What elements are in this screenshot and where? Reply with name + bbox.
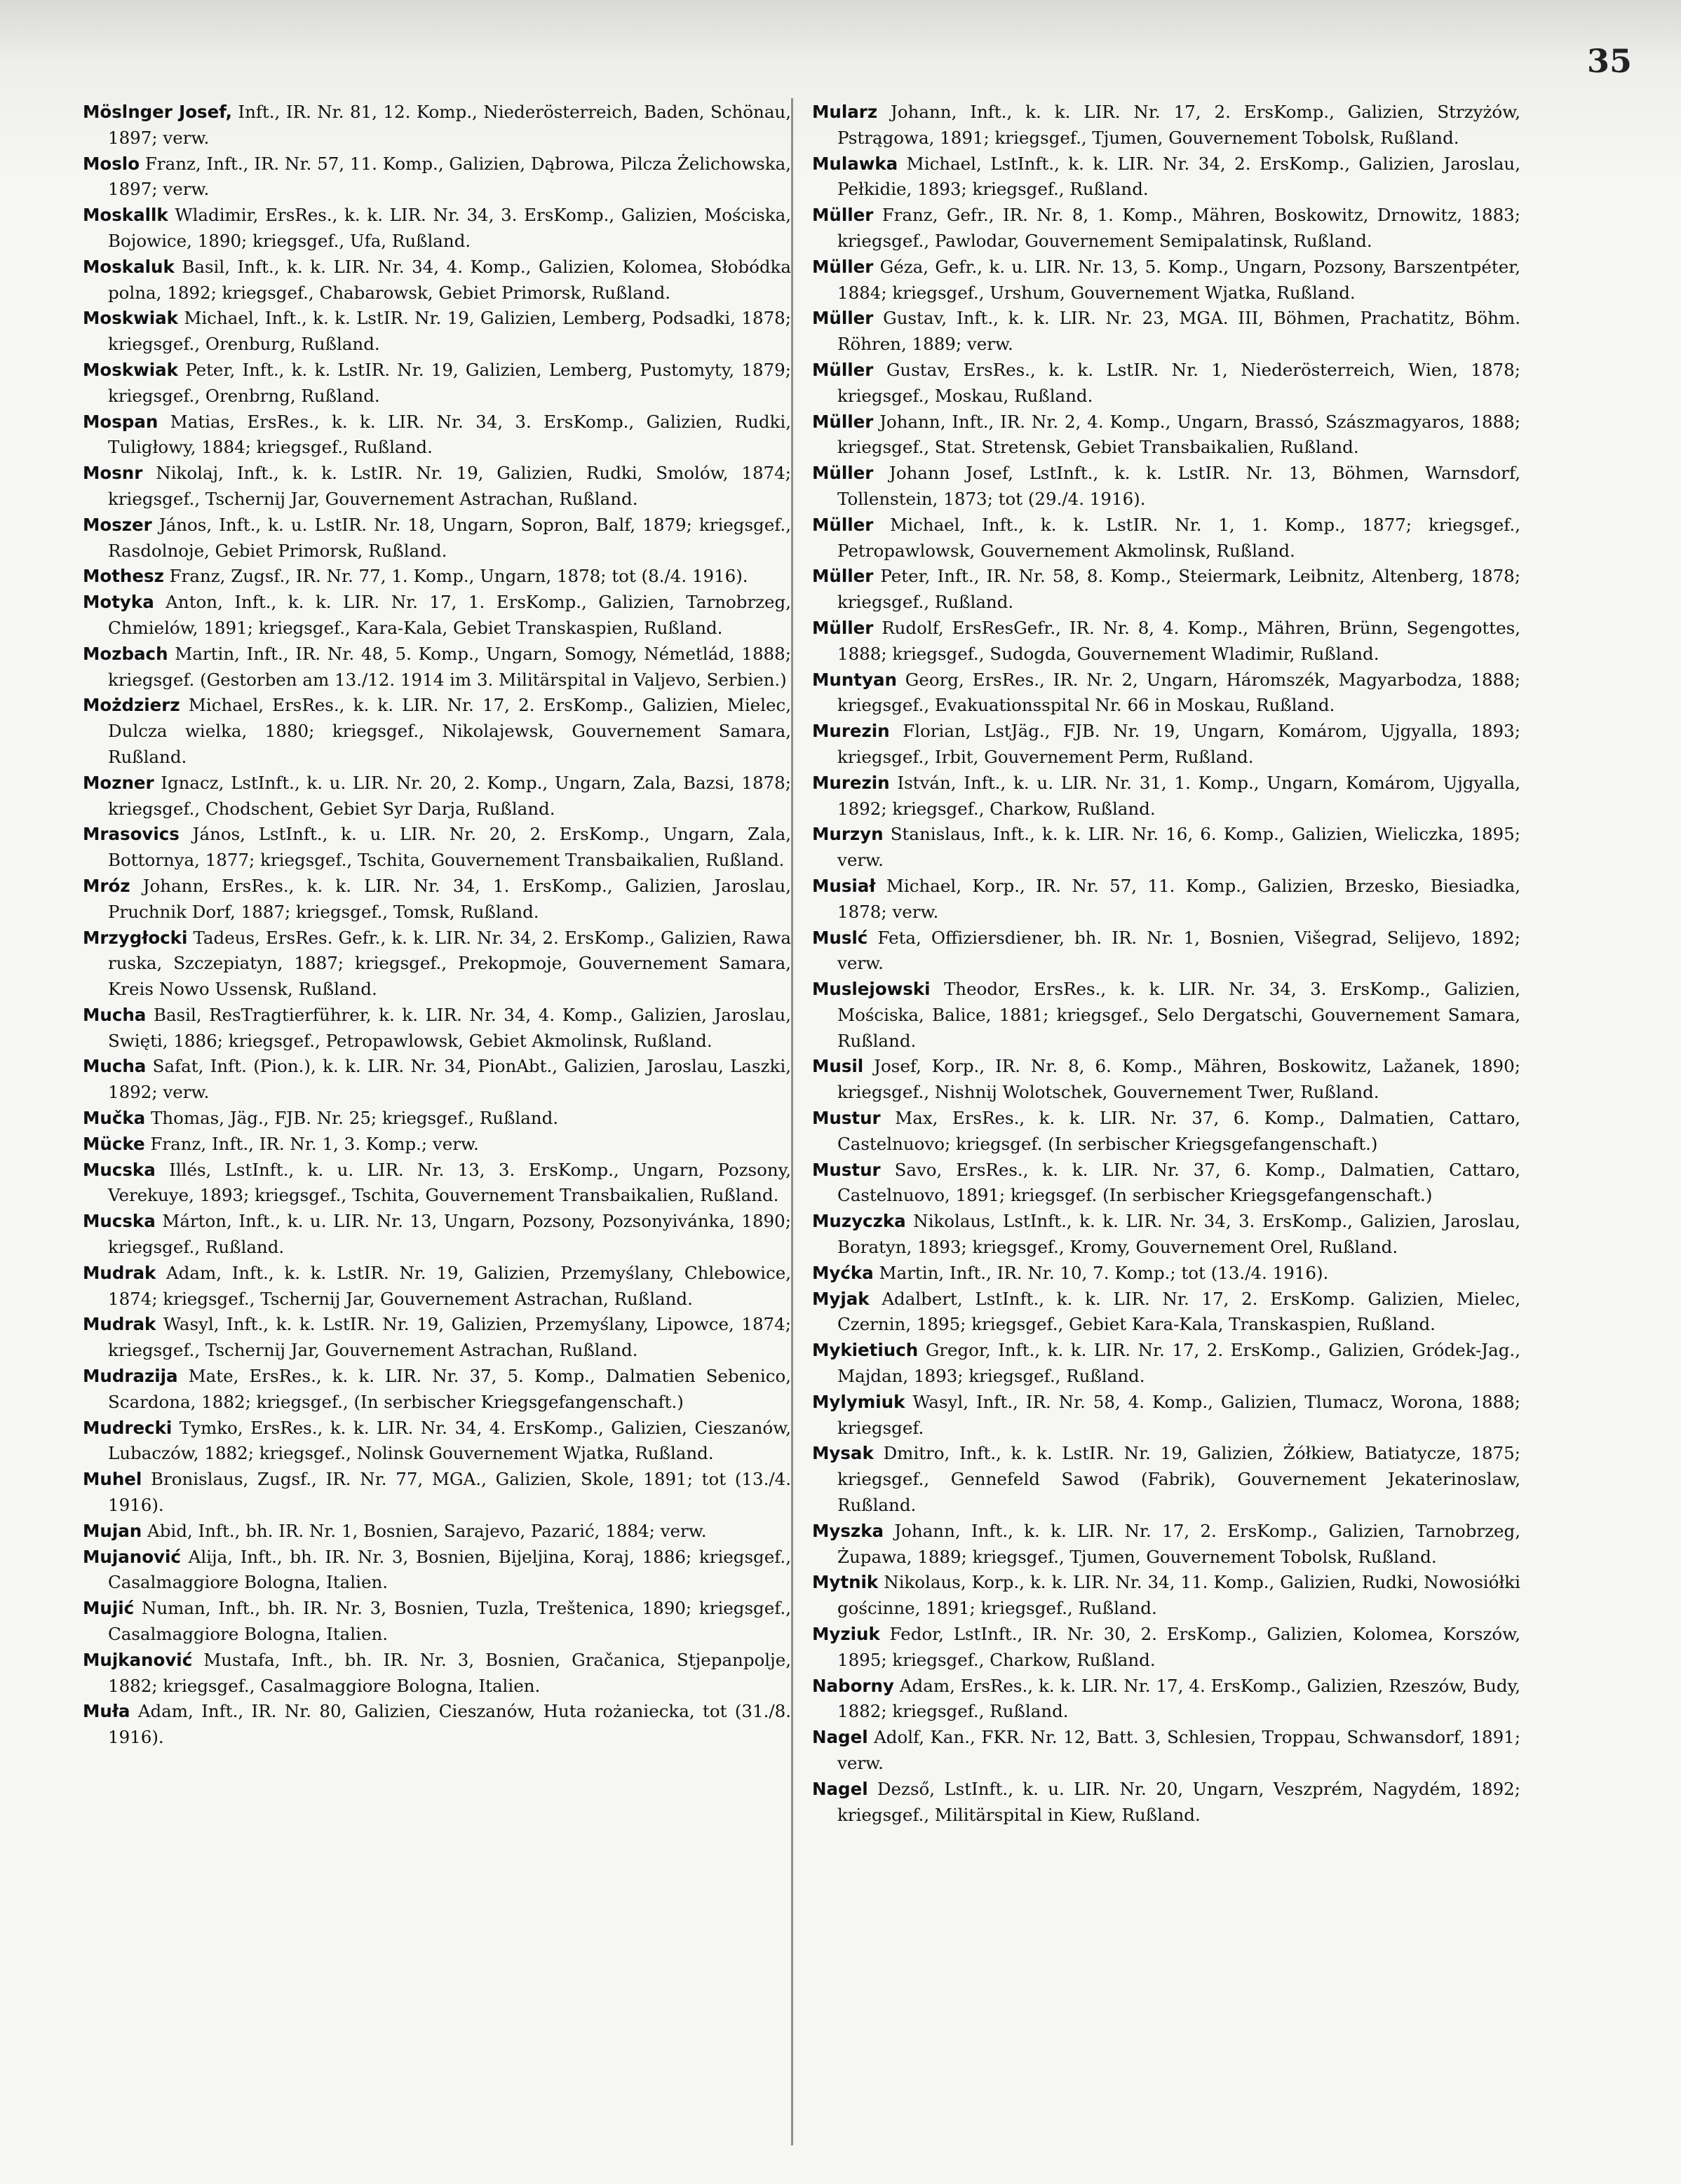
list-entry xyxy=(812,1725,1520,1777)
list-entry xyxy=(83,564,791,590)
entry-details: Feta, Offiziersdiener, bh. IR. Nr. 1, Bosnien, Višegrad, Selijevo, 1892; verw. xyxy=(837,927,1520,974)
entry-details: János, LstInft., k. u. LIR. Nr. 20, 2. ErsKomp., Ungarn, Zala, Bottornya, 1877; kriegsgef., Tschita, Gouvernement Transbaikalien, Rußland. xyxy=(108,824,791,871)
entry-details: Gustav, Inft., k. k. LIR. Nr. 23, MGA. III, Böhmen, Prachatitz, Böhm. Röhren, 1889; verw. xyxy=(837,308,1520,355)
entry-details: Franz, Inft., IR. Nr. 57, 11. Komp., Galizien, Dąbrowa, Pilcza Żelichowska, 1897; verw. xyxy=(108,153,791,200)
entry-surname: Moslo xyxy=(83,153,140,174)
entry-surname: Mucha xyxy=(83,1056,147,1077)
list-entry xyxy=(83,306,791,358)
entry-surname: Mospan xyxy=(83,411,158,432)
entry-details: Theodor, ErsRes., k. k. LIR. Nr. 34, 3. ErsKomp., Galizien, Mościska, Balice, 1881; kriegsgef., Selo Dergatschi, Gouvernement Samara, Rußland. xyxy=(837,979,1520,1051)
entry-details: Matias, ErsRes., k. k. LIR. Nr. 34, 3. ErsKomp., Galizien, Rudki, Tuligłowy, 1884; kriegsgef., Rußland. xyxy=(108,411,791,458)
entry-details: Safat, Inft. (Pion.), k. k. LIR. Nr. 34, PionAbt., Galizien, Jaroslau, Laszki, 1892; verw. xyxy=(108,1056,791,1103)
entry-surname: Moszer xyxy=(83,514,152,535)
right-column xyxy=(812,100,1520,1828)
entry-surname: Mücke xyxy=(83,1133,145,1154)
entry-details: Adolf, Kan., FKR. Nr. 12, Batt. 3, Schlesien, Troppau, Schwansdorf, 1891; verw. xyxy=(837,1727,1520,1773)
entry-details: Michael, Inft., k. k. LstIR. Nr. 19, Galizien, Lemberg, Podsadki, 1878; kriegsgef., Orenburg, Rußland. xyxy=(108,308,791,355)
entry-surname: Muzyczka xyxy=(812,1211,906,1232)
list-entry xyxy=(83,925,791,1003)
list-entry xyxy=(812,1158,1520,1209)
entry-details: Mate, ErsRes., k. k. LIR. Nr. 37, 5. Komp., Dalmatien Sebenico, Scardona, 1882; kriegsgef., (In serbischer Kriegsgefangenschaft.) xyxy=(108,1366,791,1412)
column-divider xyxy=(791,98,793,2145)
entry-surname: Mucska xyxy=(83,1211,156,1232)
entry-details: Nikolaj, Inft., k. k. LstIR. Nr. 19, Galizien, Rudki, Smolów, 1874; kriegsgef., Tschernij Jar, Gouvernement Astrachan, Rußland. xyxy=(108,463,791,509)
list-entry xyxy=(83,1261,791,1313)
entry-details: Adam, ErsRes., k. k. LIR. Nr. 17, 4. ErsKomp., Galizien, Rzeszów, Budy, 1882; kriegsgef., Rußland. xyxy=(837,1675,1520,1722)
entry-details: Márton, Inft., k. u. LIR. Nr. 13, Ungarn, Pozsony, Pozsonyivánka, 1890; kriegsgef., Rußland. xyxy=(108,1211,791,1258)
list-entry xyxy=(83,874,791,925)
entry-surname: Myszka xyxy=(812,1520,884,1541)
entry-details: Mustafa, Inft., bh. IR. Nr. 3, Bosnien, Gračanica, Stjepanpolje, 1882; kriegsgef., Casalmaggiore Bologna, Italien. xyxy=(108,1649,791,1696)
entry-surname: Müller xyxy=(812,205,874,226)
list-entry xyxy=(812,306,1520,358)
entry-details: Martin, Inft., IR. Nr. 48, 5. Komp., Ungarn, Somogy, Németlád, 1888; kriegsgef. (Gestorben am 13./12. 1914 im 3. Militärspital in Valjevo, Serbien.) xyxy=(108,643,791,690)
entry-surname: Nagel xyxy=(812,1727,868,1748)
entry-surname: Muslejowski xyxy=(812,979,931,1000)
list-entry xyxy=(83,203,791,255)
entry-details: Ignacz, LstInft., k. u. LIR. Nr. 20, 2. Komp., Ungarn, Zala, Bazsi, 1878; kriegsgef., Chodschent, Gebiet Syr Darja, Rußland. xyxy=(108,772,791,819)
entry-details: Johann, Inft., k. k. LIR. Nr. 17, 2. ErsKomp., Galizien, Strzyżów, Pstrągowa, 1891; kriegsgef., Tjumen, Gouvernement Tobolsk, Rußland. xyxy=(837,102,1520,148)
list-entry xyxy=(83,1054,791,1106)
list-entry xyxy=(83,409,791,461)
list-entry xyxy=(812,151,1520,203)
list-entry xyxy=(83,1545,791,1596)
list-entry xyxy=(812,461,1520,513)
list-entry xyxy=(812,1622,1520,1674)
entry-surname: Mozner xyxy=(83,772,154,793)
entry-details: Adalbert, LstInft., k. k. LIR. Nr. 17, 2. ErsKomp. Galizien, Mielec, Czernin, 1895; kriegsgef., Gebiet Kara-Kala, Transkaspien, Rußland. xyxy=(837,1288,1520,1335)
entry-details: Johann, ErsRes., k. k. LIR. Nr. 34, 1. ErsKomp., Galizien, Jaroslau, Pruchnik Dorf, 1887; kriegsgef., Tomsk, Rußland. xyxy=(108,875,791,922)
entry-surname: Muła xyxy=(83,1701,130,1722)
entry-surname: Murezin xyxy=(812,772,890,793)
entry-details: Gustav, ErsRes., k. k. LstIR. Nr. 1, Niederösterreich, Wien, 1878; kriegsgef., Moskau, Rußland. xyxy=(837,359,1520,406)
entry-surname: Naborny xyxy=(812,1675,894,1696)
entry-surname: Mulawka xyxy=(812,153,898,174)
entry-surname: Myćka xyxy=(812,1262,874,1283)
list-entry xyxy=(83,590,791,642)
entry-details: Johann, Inft., k. k. LIR. Nr. 17, 2. ErsKomp., Galizien, Tarnobrzeg, Żupawa, 1889; kriegsgef., Tjumen, Gouvernement Tobolsk, Rußland. xyxy=(837,1520,1520,1567)
entry-surname: Nagel xyxy=(812,1778,868,1799)
entry-details: János, Inft., k. u. LstIR. Nr. 18, Ungarn, Sopron, Balf, 1879; kriegsgef., Rasdolnoje, Gebiet Primorsk, Rußland. xyxy=(108,514,791,561)
entry-details: Tadeus, ErsRes. Gefr., k. k. LIR. Nr. 34, 2. ErsKomp., Galizien, Rawa ruska, Szczepiatyn, 1887; kriegsgef., Prekopmoje, Gouvernement Samara, Kreis Nowo Ussensk, Rußland. xyxy=(108,927,791,1000)
entry-surname: Motyka xyxy=(83,592,154,613)
entry-surname: Mytnik xyxy=(812,1572,879,1593)
entry-surname: Mróz xyxy=(83,875,130,896)
entry-details: Abid, Inft., bh. IR. Nr. 1, Bosnien, Sarajevo, Pazarić, 1884; verw. xyxy=(147,1520,707,1541)
entry-details: Franz, Gefr., IR. Nr. 8, 1. Komp., Mähren, Boskowitz, Drnowitz, 1883; kriegsgef., Pawlodar, Gouvernement Semipalatinsk, Rußland. xyxy=(837,205,1520,251)
entry-details: Stanislaus, Inft., k. k. LIR. Nr. 16, 6. Komp., Galizien, Wieliczka, 1895; verw. xyxy=(837,824,1520,871)
entry-surname: Mucha xyxy=(83,1004,147,1025)
entry-details: Wladimir, ErsRes., k. k. LIR. Nr. 34, 3. ErsKomp., Galizien, Mościska, Bojowice, 1890; kriegsgef., Ufa, Rußland. xyxy=(108,205,791,251)
entry-details: Johann Josef, LstInft., k. k. LstIR. Nr. 13, Böhmen, Warnsdorf, Tollenstein, 1873; tot (29./4. 1916). xyxy=(837,463,1520,509)
list-entry xyxy=(83,358,791,409)
entry-details: Franz, Zugsf., IR. Nr. 77, 1. Komp., Ungarn, 1878; tot (8./4. 1916). xyxy=(169,566,748,587)
entry-details: Max, ErsRes., k. k. LIR. Nr. 37, 6. Komp., Dalmatien, Cattaro, Castelnuovo; kriegsgef. (In serbischer Kriegsgefangenschaft.) xyxy=(837,1108,1520,1154)
entry-surname: Müller xyxy=(812,514,874,535)
list-entry xyxy=(83,461,791,513)
list-entry xyxy=(812,874,1520,925)
entry-details: Josef, Korp., IR. Nr. 8, 6. Komp., Mähren, Boskowitz, Lažanek, 1890; kriegsgef., Nishnij Wolotschek, Gouvernement Twer, Rußland. xyxy=(837,1056,1520,1103)
list-entry xyxy=(83,1209,791,1261)
list-entry xyxy=(812,1054,1520,1106)
entry-surname: Mucska xyxy=(83,1159,156,1180)
entry-details: Nikolaus, LstInft., k. k. LIR. Nr. 34, 3. ErsKomp., Galizien, Jaroslau, Boratyn, 1893; kriegsgef., Kromy, Gouvernement Orel, Rußland. xyxy=(837,1211,1521,1258)
entry-details: Basil, ResTragtierführer, k. k. LIR. Nr. 34, 4. Komp., Galizien, Jaroslau, Swięti, 1886; kriegsgef., Petropawlowsk, Gebiet Akmolinsk, Rußland. xyxy=(108,1004,791,1051)
entry-details: Dmitro, Inft., k. k. LstIR. Nr. 19, Galizien, Żółkiew, Batiatycze, 1875; kriegsgef., Gennefeld Sawod (Fabrik), Gouvernement Jekaterinoslaw, Rußland. xyxy=(837,1443,1520,1516)
list-entry xyxy=(812,409,1520,461)
entry-surname: Mykietiuch xyxy=(812,1340,919,1361)
list-entry xyxy=(83,1648,791,1700)
entry-details: Nikolaus, Korp., k. k. LIR. Nr. 34, 11. Komp., Galizien, Rudki, Nowosiółki gościnne, 1891; kriegsgef., Rußland. xyxy=(837,1572,1520,1619)
list-entry xyxy=(83,255,791,306)
entry-surname: Myjak xyxy=(812,1288,870,1309)
list-entry xyxy=(83,1312,791,1364)
list-entry xyxy=(812,1570,1520,1622)
entry-surname: Mothesz xyxy=(83,566,164,587)
list-entry xyxy=(812,977,1520,1054)
entry-surname: Murzyn xyxy=(812,824,884,845)
entry-surname: Mularz xyxy=(812,102,878,122)
entry-details: Basil, Inft., k. k. LIR. Nr. 34, 4. Komp., Galizien, Kolomea, Słobódka polna, 1892; kriegsgef., Chabarowsk, Gebiet Primorsk, Rußland. xyxy=(108,256,791,303)
entry-surname: Musiał xyxy=(812,875,876,896)
list-entry xyxy=(83,822,791,874)
list-entry xyxy=(83,1106,791,1132)
entry-details: Michael, Korp., IR. Nr. 57, 11. Komp., Galizien, Brzesko, Biesiadka, 1878; verw. xyxy=(837,875,1520,922)
list-entry xyxy=(812,255,1520,306)
entry-surname: Mustur xyxy=(812,1108,881,1129)
entry-details: Adam, Inft., k. k. LstIR. Nr. 19, Galizien, Przemyślany, Chlebowice, 1874; kriegsgef., Tschernij Jar, Gouvernement Astrachan, Rußland. xyxy=(108,1262,791,1309)
list-entry xyxy=(83,771,791,822)
entry-details: Dezső, LstInft., k. u. LIR. Nr. 20, Ungarn, Veszprém, Nagydém, 1892; kriegsgef., Militärspital in Kiew, Rußland. xyxy=(837,1778,1520,1825)
entry-details: Illés, LstInft., k. u. LIR. Nr. 13, 3. ErsKomp., Ungarn, Pozsony, Verekuye, 1893; kriegsgef., Tschita, Gouvernement Transbaikalien, Rußland. xyxy=(108,1159,791,1206)
list-entry xyxy=(812,616,1520,667)
entry-details: Bronislaus, Zugsf., IR. Nr. 77, MGA., Galizien, Skole, 1891; tot (13./4. 1916). xyxy=(108,1469,791,1516)
entry-surname: Musil xyxy=(812,1056,864,1077)
list-entry xyxy=(812,1777,1520,1829)
entry-surname: Mysak xyxy=(812,1443,874,1464)
list-entry xyxy=(812,1209,1520,1261)
list-entry xyxy=(812,564,1520,616)
entry-details: Peter, Inft., k. k. LstIR. Nr. 19, Galizien, Lemberg, Pustomyty, 1879; kriegsgef., Orenbrng, Rußland. xyxy=(108,359,791,406)
entry-details: Alija, Inft., bh. IR. Nr. 3, Bosnien, Bijeljina, Koraj, 1886; kriegsgef., Casalmaggiore Bologna, Italien. xyxy=(108,1546,791,1593)
entry-surname: Müller xyxy=(812,463,874,484)
list-entry xyxy=(83,642,791,693)
entry-details: Peter, Inft., IR. Nr. 58, 8. Komp., Steiermark, Leibnitz, Altenberg, 1878; kriegsgef., Rußland. xyxy=(837,566,1521,613)
entry-details: Inft., IR. Nr. 81, 12. Komp., Niederösterreich, Baden, Schönau, 1897; verw. xyxy=(108,102,791,148)
entry-details: Gregor, Inft., k. k. LIR. Nr. 17, 2. ErsKomp., Galizien, Gródek-Jag., Majdan, 1893; kriegsgef., Rußland. xyxy=(837,1340,1520,1387)
list-entry xyxy=(83,1519,791,1545)
entry-details: Franz, Inft., IR. Nr. 1, 3. Komp.; verw. xyxy=(150,1133,479,1154)
entry-surname: Mudrak xyxy=(83,1262,156,1283)
entry-surname: Müller xyxy=(812,359,874,380)
list-entry xyxy=(83,1416,791,1467)
entry-details: Martin, Inft., IR. Nr. 10, 7. Komp.; tot (13./4. 1916). xyxy=(879,1262,1329,1283)
list-entry xyxy=(812,1106,1520,1158)
entry-details: Rudolf, ErsResGefr., IR. Nr. 8, 4. Komp., Mähren, Brünn, Segengottes, 1888; kriegsgef., Sudogda, Gouvernement Wladimir, Rußland. xyxy=(837,617,1520,664)
list-entry xyxy=(812,1338,1520,1390)
page-number: 35 xyxy=(1586,42,1632,80)
entry-details: Thomas, Jäg., FJB. Nr. 25; kriegsgef., Rußland. xyxy=(150,1108,559,1129)
entry-surname: Müller xyxy=(812,411,874,432)
entry-surname: Moskaluk xyxy=(83,256,175,277)
entry-surname: Muslć xyxy=(812,927,868,948)
entry-surname: Mylymiuk xyxy=(812,1391,905,1412)
list-entry xyxy=(812,719,1520,771)
entry-surname: Müller xyxy=(812,256,874,277)
list-entry xyxy=(812,925,1520,977)
list-entry xyxy=(812,1287,1520,1338)
entry-surname: Mujanović xyxy=(83,1546,181,1567)
list-entry xyxy=(83,1364,791,1416)
entry-surname: Możdzierz xyxy=(83,695,180,716)
entry-details: Michael, Inft., k. k. LstIR. Nr. 1, 1. Komp., 1877; kriegsgef., Petropawlowsk, Gouvernement Akmolinsk, Rußland. xyxy=(837,514,1520,561)
list-entry xyxy=(812,100,1520,151)
entry-details: István, Inft., k. u. LIR. Nr. 31, 1. Komp., Ungarn, Komárom, Ujgyalla, 1892; kriegsgef., Charkow, Rußland. xyxy=(837,772,1520,819)
list-entry xyxy=(812,822,1520,874)
list-entry xyxy=(812,1261,1520,1287)
entry-surname: Muhel xyxy=(83,1469,142,1490)
entry-details: Numan, Inft., bh. IR. Nr. 3, Bosnien, Tuzla, Treštenica, 1890; kriegsgef., Casalmaggiore Bologna, Italien. xyxy=(108,1598,791,1645)
entry-surname: Muntyan xyxy=(812,669,897,690)
entry-details: Anton, Inft., k. k. LIR. Nr. 17, 1. ErsKomp., Galizien, Tarnobrzeg, Chmielów, 1891; kriegsgef., Kara-Kala, Gebiet Transkaspien, Rußland. xyxy=(108,592,791,638)
list-entry xyxy=(83,151,791,203)
list-entry xyxy=(83,693,791,770)
entry-surname: Müller xyxy=(812,566,874,587)
entry-surname: Mosnr xyxy=(83,463,143,484)
list-entry xyxy=(83,1132,791,1158)
entry-details: Savo, ErsRes., k. k. LIR. Nr. 37, 6. Komp., Dalmatien, Cattaro, Castelnuovo, 1891; kriegsgef. (In serbischer Kriegsgefangenschaft.) xyxy=(837,1159,1521,1206)
entry-surname: Mujkanović xyxy=(83,1649,193,1670)
list-entry xyxy=(812,203,1520,255)
entry-surname: Mujan xyxy=(83,1520,142,1541)
list-entry xyxy=(83,1003,791,1054)
entry-surname: Mrasovics xyxy=(83,824,180,845)
list-entry xyxy=(812,1441,1520,1518)
list-entry xyxy=(83,1699,791,1751)
list-entry xyxy=(83,100,791,151)
list-entry xyxy=(812,513,1520,564)
entry-surname: Mrzygłocki xyxy=(83,927,188,948)
entry-surname: Möslnger Josef, xyxy=(83,102,232,122)
entry-surname: Mudrazija xyxy=(83,1366,178,1387)
entry-surname: Myziuk xyxy=(812,1624,880,1645)
entry-surname: Moskallk xyxy=(83,205,168,226)
list-entry xyxy=(812,771,1520,822)
list-entry xyxy=(83,513,791,564)
entry-surname: Mučka xyxy=(83,1108,146,1129)
entry-details: Michael, ErsRes., k. k. LIR. Nr. 17, 2. ErsKomp., Galizien, Mielec, Dulcza wielka, 1880; kriegsgef., Nikolajewsk, Gouvernement Samara, Rußland. xyxy=(108,695,791,767)
list-entry xyxy=(812,1519,1520,1571)
entry-surname: Mujić xyxy=(83,1598,135,1619)
list-entry xyxy=(83,1596,791,1648)
entry-details: Michael, LstInft., k. k. LIR. Nr. 34, 2. ErsKomp., Galizien, Jaroslau, Pełkidie, 1893; kriegsgef., Rußland. xyxy=(837,153,1520,200)
list-entry xyxy=(812,1390,1520,1442)
entry-surname: Mudrecki xyxy=(83,1417,173,1438)
entry-surname: Müller xyxy=(812,617,874,638)
entry-details: Florian, LstJäg., FJB. Nr. 19, Ungarn, Komárom, Ujgyalla, 1893; kriegsgef., Irbit, Gouvernement Perm, Rußland. xyxy=(837,721,1520,767)
entry-surname: Moskwiak xyxy=(83,359,178,380)
list-entry xyxy=(812,358,1520,409)
entry-details: Tymko, ErsRes., k. k. LIR. Nr. 34, 4. ErsKomp., Galizien, Cieszanów, Lubaczów, 1882; kriegsgef., Nolinsk Gouvernement Wjatka, Rußland. xyxy=(108,1417,791,1464)
entry-details: Wasyl, Inft., IR. Nr. 58, 4. Komp., Galizien, Tlumacz, Worona, 1888; kriegsgef. xyxy=(837,1391,1520,1438)
entry-surname: Murezin xyxy=(812,721,890,742)
entry-details: Adam, Inft., IR. Nr. 80, Galizien, Cieszanów, Huta rożaniecka, tot (31./8. 1916). xyxy=(108,1701,791,1748)
entry-details: Georg, ErsRes., IR. Nr. 2, Ungarn, Háromszék, Magyarbodza, 1888; kriegsgef., Evakuationsspital Nr. 66 in Moskau, Rußland. xyxy=(837,669,1520,716)
list-entry xyxy=(83,1467,791,1519)
entry-surname: Moskwiak xyxy=(83,308,178,329)
left-column xyxy=(83,100,791,1751)
entry-surname: Mustur xyxy=(812,1159,881,1180)
entry-surname: Müller xyxy=(812,308,874,329)
list-entry xyxy=(812,1674,1520,1725)
list-entry xyxy=(812,667,1520,719)
entry-details: Géza, Gefr., k. u. LIR. Nr. 13, 5. Komp., Ungarn, Pozsony, Barszentpéter, 1884; kriegsgef., Urshum, Gouvernement Wjatka, Rußland. xyxy=(837,256,1520,303)
list-entry xyxy=(83,1158,791,1209)
entry-details: Fedor, LstInft., IR. Nr. 30, 2. ErsKomp., Galizien, Kolomea, Korszów, 1895; kriegsgef., Charkow, Rußland. xyxy=(837,1624,1520,1670)
entry-details: Johann, Inft., IR. Nr. 2, 4. Komp., Ungarn, Brassó, Szászmagyaros, 1888; kriegsgef., Stat. Stretensk, Gebiet Transbaikalien, Rußland. xyxy=(837,411,1520,458)
entry-surname: Mudrak xyxy=(83,1314,156,1335)
entry-details: Wasyl, Inft., k. k. LstIR. Nr. 19, Galizien, Przemyślany, Lipowce, 1874; kriegsgef., Tschernij Jar, Gouvernement Astrachan, Rußland. xyxy=(108,1314,791,1361)
entry-surname: Mozbach xyxy=(83,643,168,664)
